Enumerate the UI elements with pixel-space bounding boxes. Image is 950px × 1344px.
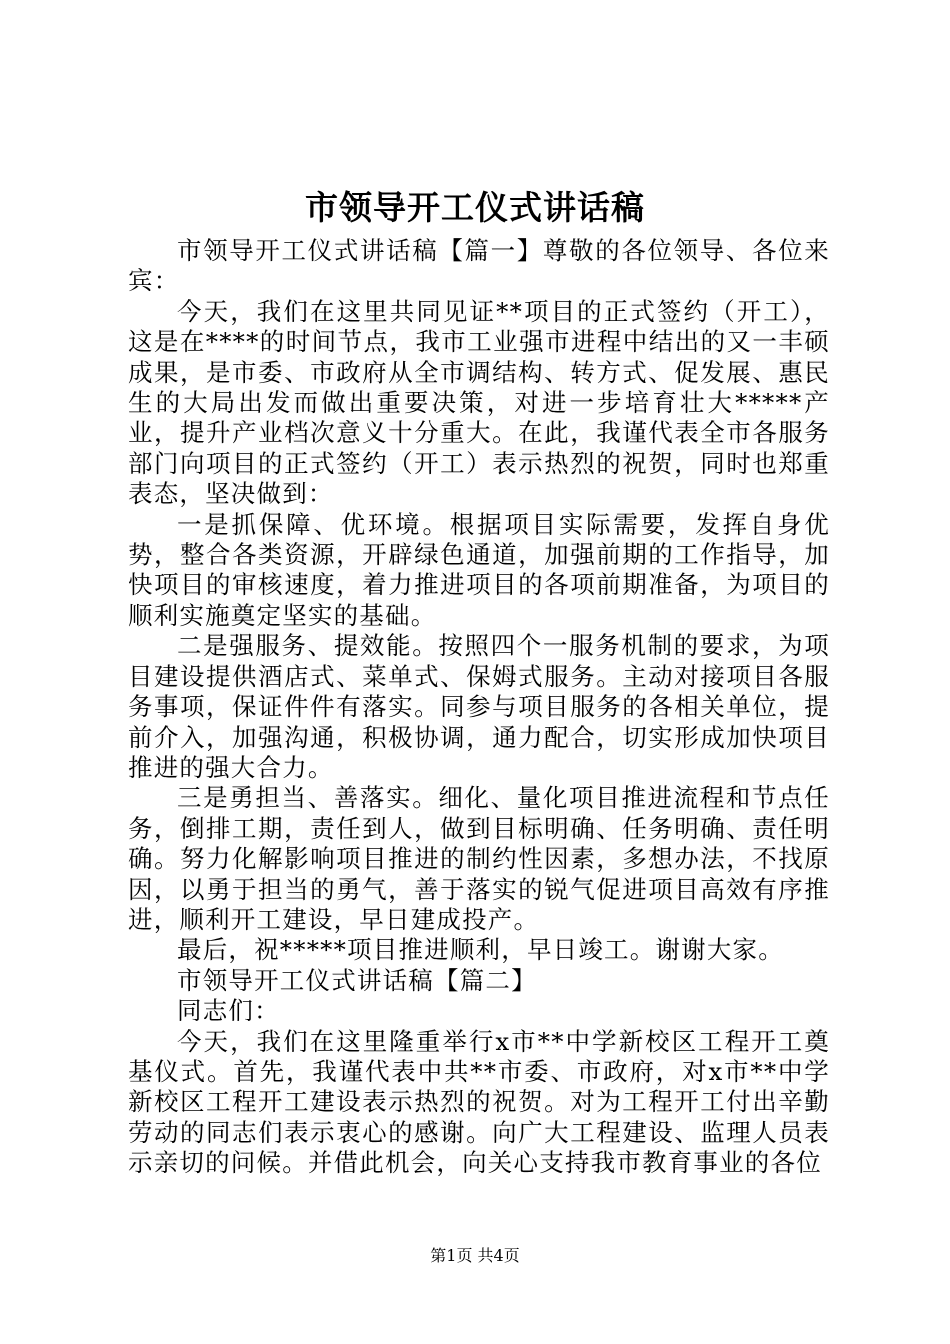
paragraph: 三是勇担当、善落实。细化、量化项目推进流程和节点任务，倒排工期，责任到人，做到目标明确、任务明确、责任明确。努力化解影响项目推进的制约性因素，多想办法，不找原因，以勇于担当的勇气，善于落实的锐气促进项目高效有序推进，顺利开工建设，早日建成投产。 xyxy=(128,783,830,934)
section-heading: 市领导开工仪式讲话稿【篇二】 xyxy=(177,965,537,995)
salutation: 同志们： xyxy=(177,996,280,1026)
paragraph: 市领导开工仪式讲话稿【篇一】尊敬的各位领导、各位来宾： xyxy=(128,236,830,296)
paragraph: 最后，祝*****项目推进顺利，早日竣工。谢谢大家。 xyxy=(177,935,784,965)
paragraph: 今天，我们在这里共同见证**项目的正式签约（开工），这是在****的时间节点，我市工业强市进程中结出的又一丰硕成果，是市委、市政府从全市调结构、转方式、促发展、惠民生的大局出发而做出重要决策，对进一步培育壮大*****产业，提升产业档次意义十分重大。在此，我谨代表全市各服务部门向项目的正式签约（开工）表示热烈的祝贺，同时也郑重表态，坚决做到： xyxy=(128,296,830,509)
document-body xyxy=(128,236,830,1179)
paragraph: 一是抓保障、优环境。根据项目实际需要，发挥自身优势，整合各类资源，开辟绿色通道，加强前期的工作指导，加快项目的审核速度，着力推进项目的各项前期准备，为项目的顺利实施奠定坚实的基础。 xyxy=(128,509,830,630)
paragraph: 二是强服务、提效能。按照四个一服务机制的要求，为项目建设提供酒店式、菜单式、保姆式服务。主动对接项目各服务事项，保证件件有落实。同参与项目服务的各相关单位，提前介入，加强沟通，积极协调，通力配合，切实形成加快项目推进的强大合力。 xyxy=(128,631,830,782)
document-title: 市领导开工仪式讲话稿 xyxy=(305,188,645,227)
paragraph: 今天，我们在这里隆重举行x市**中学新校区工程开工奠基仪式。首先，我谨代表中共**市委、市政府，对x市**中学新校区工程开工建设表示热烈的祝贺。对为工程开工付出辛勤劳动的同志们表示衷心的感谢。向广大工程建设、监理人员表示亲切的问候。并借此机会，向关心支持我市教育事业的各位 xyxy=(128,1026,830,1178)
page-number-footer: 第1页 共4页 xyxy=(430,1246,520,1265)
